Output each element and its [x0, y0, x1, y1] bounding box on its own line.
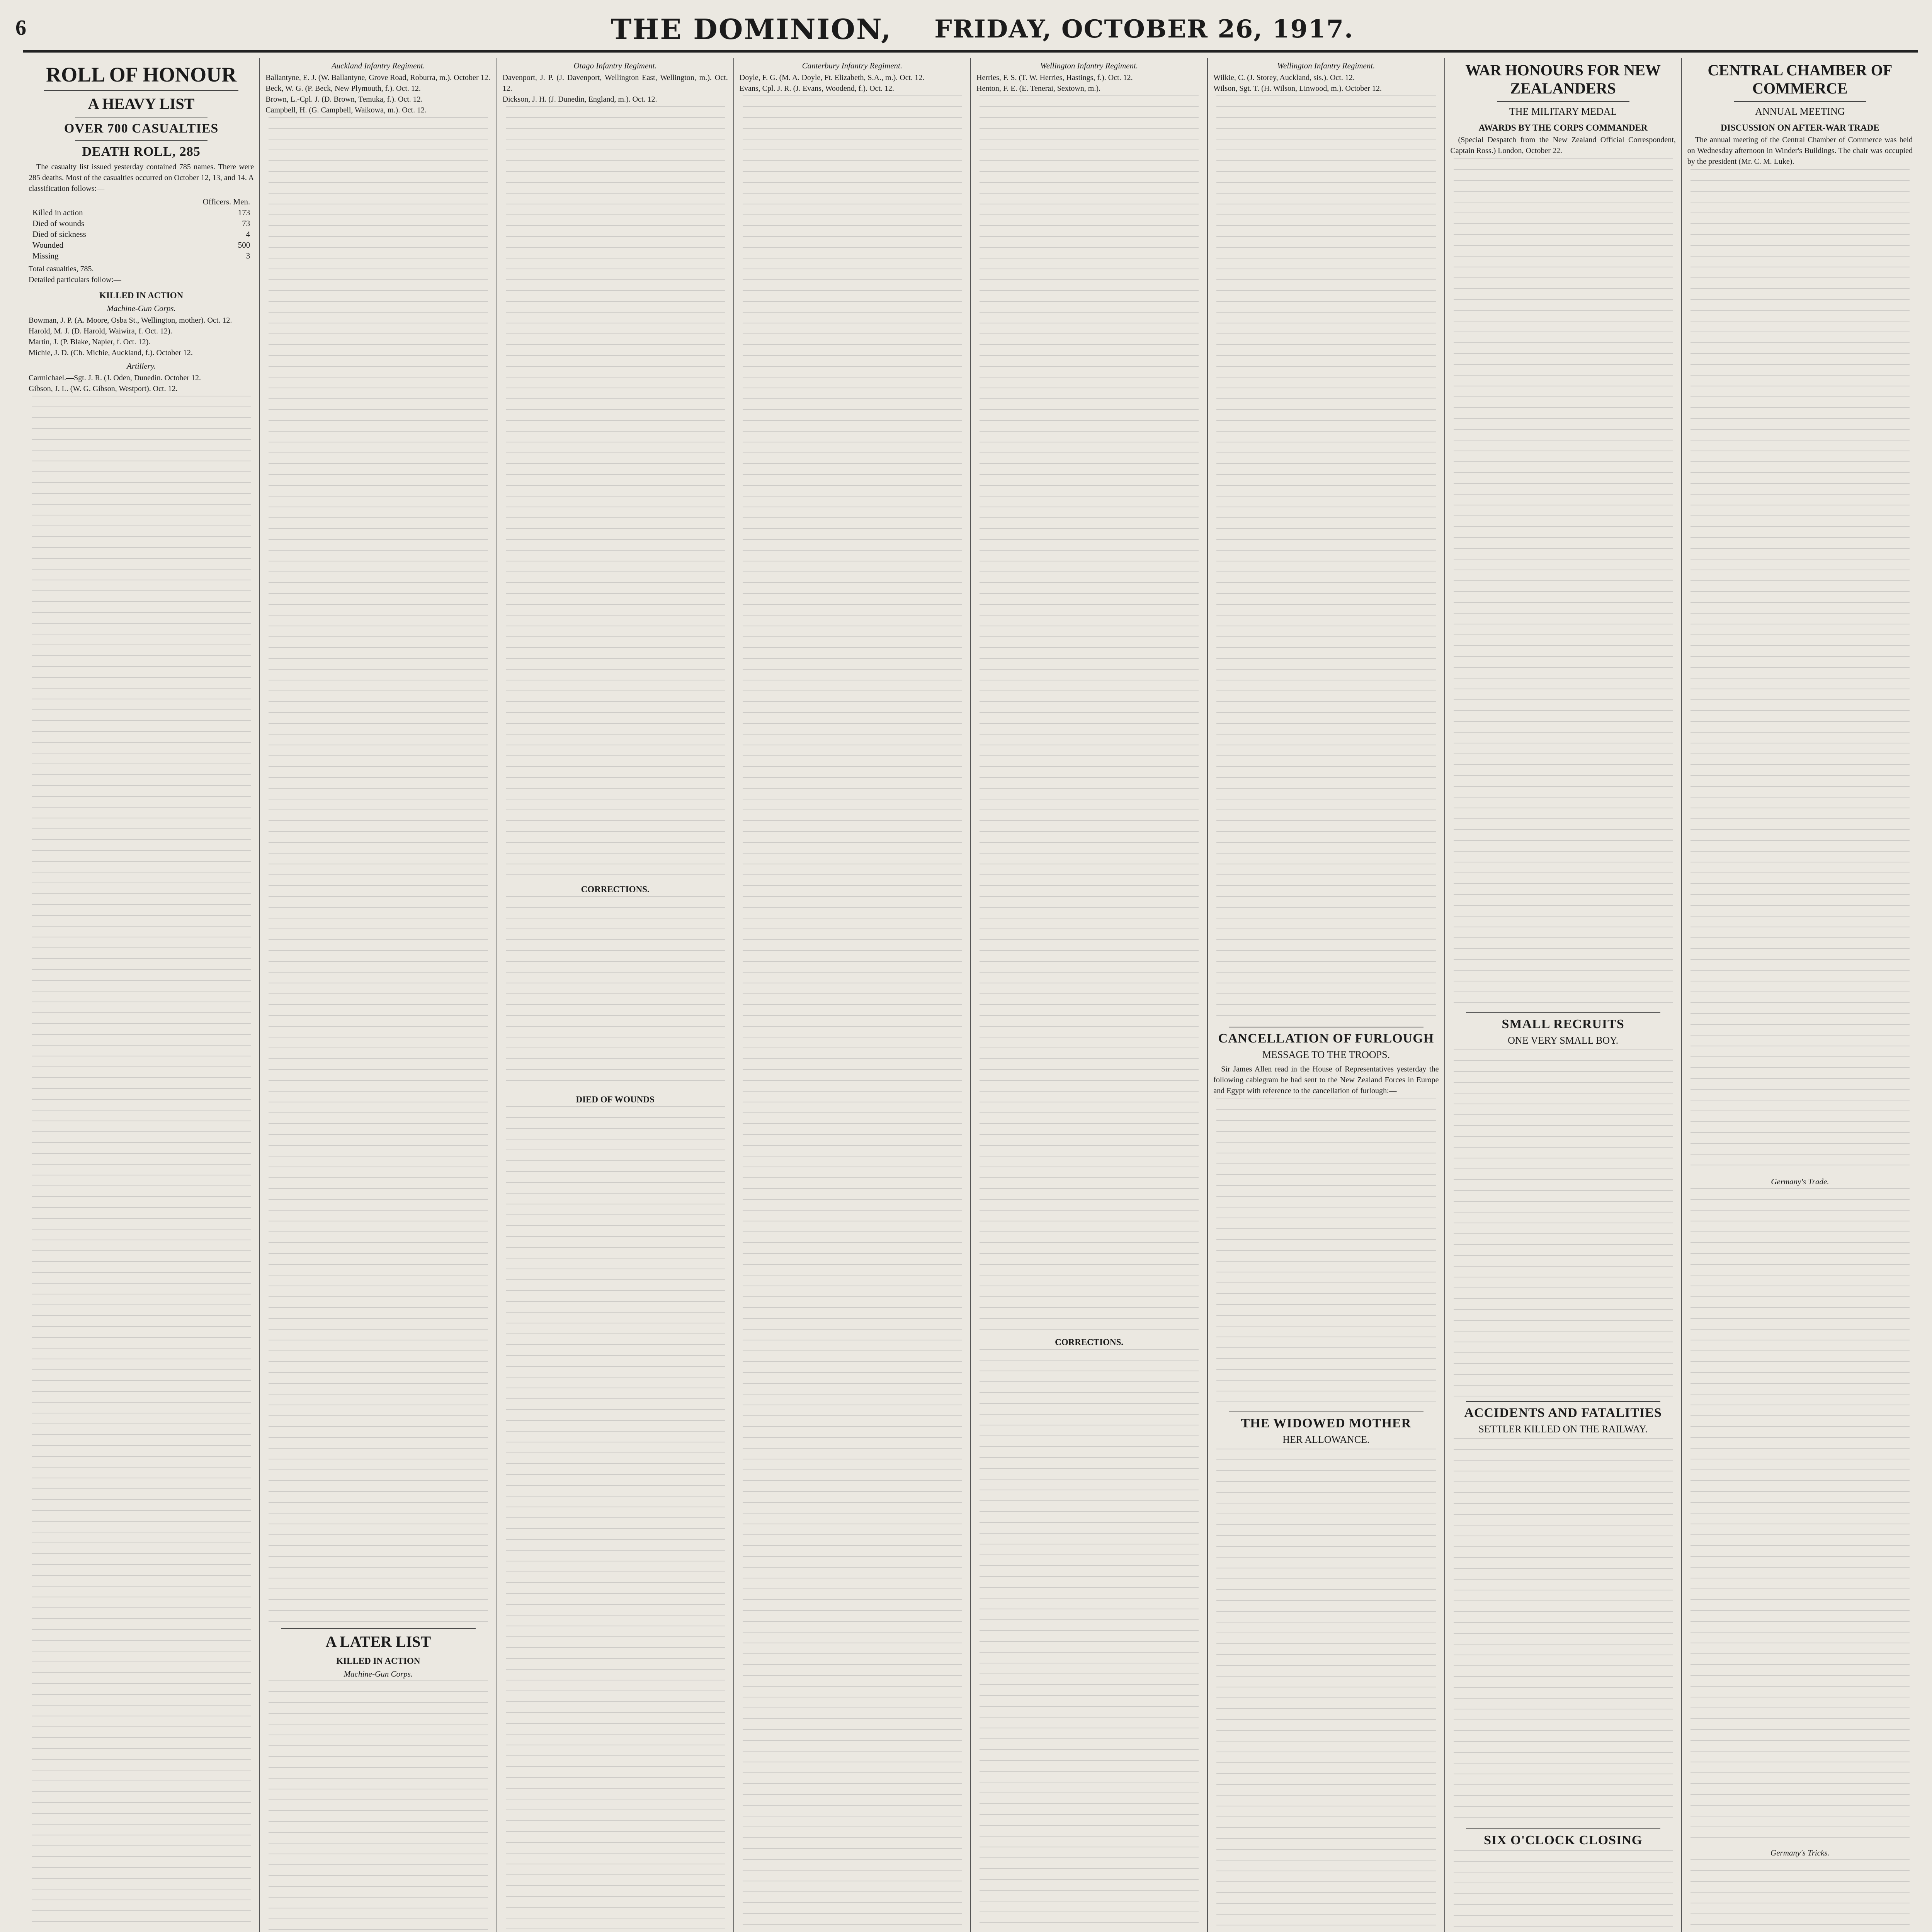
text-body-block	[269, 117, 488, 1624]
text-body-block	[1216, 95, 1435, 1023]
text-body-block	[1216, 1099, 1435, 1408]
column-6	[1208, 58, 1445, 1932]
text-body-block	[1216, 1449, 1435, 1932]
heavy-list-heading: A HEAVY LIST	[88, 95, 195, 113]
text-body-block	[1690, 1188, 1910, 1845]
section-heading: Artillery.	[127, 361, 156, 371]
text-body-block	[1454, 1438, 1673, 1825]
widowed-title: THE WIDOWED MOTHER	[1241, 1416, 1412, 1430]
war-honours-title: WAR HONOURS FOR NEW ZEALANDERS	[1465, 61, 1661, 97]
death-roll-heading: DEATH ROLL, 285	[82, 145, 201, 159]
casualty-table	[32, 196, 250, 261]
section-heading: Canterbury Infantry Regiment.	[802, 61, 903, 70]
list-item: Henton, F. E. (E. Tenerai, Sextown, m.).	[976, 84, 1101, 93]
text-body-block	[506, 896, 725, 1089]
widowed-subtitle: HER ALLOWANCE.	[1282, 1434, 1370, 1445]
awards-heading: AWARDS BY THE CORPS COMMANDER	[1478, 123, 1648, 133]
column-8	[1682, 58, 1918, 1932]
list-item: Beck, W. G. (P. Beck, New Plymouth, f.). Oct. 12.	[265, 84, 421, 93]
intro-text: The casualty list issued yesterday contained 785 names. There were 285 deaths. Most of the casualties occurred on October 12, 13, and 14. A classification follows:—	[29, 163, 254, 193]
divider	[75, 140, 207, 141]
six-oclock-title: SIX O'CLOCK CLOSING	[1484, 1833, 1643, 1847]
small-recruits-subtitle: ONE VERY SMALL BOY.	[1508, 1035, 1619, 1046]
chamber-title: CENTRAL CHAMBER OF COMMERCE	[1708, 61, 1893, 97]
list-item: Herries, F. S. (T. W. Herries, Hastings, f.). Oct. 12.	[976, 73, 1133, 82]
chamber-body: The annual meeting of the Central Chamber of Commerce was held on Wednesday afternoon in Winder's Buildings. The chair was occupied by the president (Mr. C. M. Luke).	[1687, 136, 1913, 166]
column-3	[497, 58, 734, 1932]
divider	[44, 90, 238, 91]
text-body-block	[980, 95, 1199, 1332]
table-row: Died of wounds 73	[32, 219, 250, 228]
annual-meeting-subtitle: ANNUAL MEETING	[1755, 106, 1845, 117]
divider	[1497, 101, 1629, 102]
list-item: Bowman, J. P. (A. Moore, Osba St., Wellington, mother). Oct. 12.	[29, 316, 232, 325]
corrections-heading: CORRECTIONS.	[581, 884, 650, 894]
list-item: Campbell, H. (G. Campbell, Waikowa, m.). Oct. 12.	[265, 106, 427, 114]
divider	[1466, 1828, 1660, 1829]
furlough-subtitle: MESSAGE TO THE TROOPS.	[1262, 1049, 1390, 1060]
later-list-heading: A LATER LIST	[325, 1633, 431, 1650]
war-honours-intro: (Special Despatch from the New Zealand Official Correspondent, Captain Ross.) London, October 22.	[1450, 136, 1676, 155]
list-item: Evans, Cpl. J. R. (J. Evans, Woodend, f.). Oct. 12.	[739, 84, 894, 93]
total-casualties: Total casualties, 785.	[29, 265, 94, 274]
columns	[23, 58, 1918, 1932]
masthead	[46, 12, 1918, 46]
list-item: Gibson, J. L. (W. G. Gibson, Westport). Oct. 12.	[29, 384, 178, 393]
list-item: Dickson, J. H. (J. Dunedin, England, m.). Oct. 12.	[502, 95, 657, 104]
divider	[1734, 101, 1866, 102]
text-body-block	[32, 396, 251, 1932]
column-5	[971, 58, 1208, 1932]
list-item: Brown, L.-Cpl. J. (D. Brown, Temuka, f.). Oct. 12.	[265, 95, 423, 104]
section-heading: Machine-Gun Corps.	[107, 304, 176, 313]
text-body-block	[1690, 1859, 1910, 1932]
small-recruits-title: SMALL RECRUITS	[1502, 1017, 1624, 1031]
column-1	[23, 58, 260, 1932]
table-row: Wounded 500	[32, 240, 250, 250]
after-war-trade-heading: DISCUSSION ON AFTER-WAR TRADE	[1721, 123, 1879, 133]
section-heading: Otago Infantry Regiment.	[573, 61, 657, 70]
text-body-block	[1454, 1850, 1673, 1932]
masthead-title: THE DOMINION,	[611, 12, 892, 46]
table-row: Died of sickness 4	[32, 230, 250, 239]
table-row: Killed in action 173	[32, 208, 250, 218]
list-item: Carmichael.—Sgt. J. R. (J. Oden, Dunedin. October 12.	[29, 374, 201, 383]
text-body-block	[980, 1349, 1199, 1932]
roll-title: ROLL OF HONOUR	[46, 63, 237, 86]
column-4	[734, 58, 971, 1932]
list-item: Doyle, F. G. (M. A. Doyle, Ft. Elizabeth, S.A., m.). Oct. 12.	[739, 73, 925, 82]
later-killed-heading: KILLED IN ACTION	[336, 1656, 420, 1666]
list-item: Ballantyne, E. J. (W. Ballantyne, Grove Road, Roburra, m.). October 12.	[265, 73, 490, 82]
germanys-trade-heading: Germany's Trade.	[1771, 1177, 1829, 1186]
military-medal-subtitle: THE MILITARY MEDAL	[1509, 106, 1617, 117]
section-heading: Wellington Infantry Regiment.	[1040, 61, 1138, 70]
table-header: Officers. Men.	[202, 197, 250, 207]
furlough-body: Sir James Allen read in the House of Representatives yesterday the following cablegram he had sent to the New Zealand Forces in Europe and Egypt with reference to the cancellation of furlough:—	[1213, 1065, 1439, 1095]
section-heading: Auckland Infantry Regiment.	[331, 61, 425, 70]
germanys-tricks-heading: Germany's Tricks.	[1770, 1848, 1830, 1857]
list-item: Martin, J. (P. Blake, Napier, f. Oct. 12).	[29, 338, 151, 347]
accidents-subtitle: SETTLER KILLED ON THE RAILWAY.	[1478, 1423, 1648, 1435]
detailed-note: Detailed particulars follow:—	[29, 276, 121, 284]
text-body-block	[1454, 158, 1673, 1009]
masthead-rule	[23, 50, 1918, 53]
page-number: 6	[15, 16, 26, 40]
accidents-title: ACCIDENTS AND FATALITIES	[1464, 1406, 1662, 1420]
corrections-heading: CORRECTIONS.	[1055, 1337, 1124, 1347]
list-item: Wilkie, C. (J. Storey, Auckland, sis.). Oct. 12.	[1213, 73, 1355, 82]
divider	[1466, 1401, 1660, 1402]
column-7	[1445, 58, 1682, 1932]
list-item: Wilson, Sgt. T. (H. Wilson, Linwood, m.). October 12.	[1213, 84, 1382, 93]
killed-heading: KILLED IN ACTION	[99, 291, 184, 301]
divider	[1466, 1012, 1660, 1013]
furlough-title: CANCELLATION OF FURLOUGH	[1218, 1031, 1434, 1046]
list-item: Harold, M. J. (D. Harold, Waiwira, f. Oct. 12).	[29, 327, 172, 336]
casualties-heading: OVER 700 CASUALTIES	[64, 121, 219, 136]
column-2	[260, 58, 497, 1932]
text-body-block	[1454, 1049, 1673, 1397]
list-item: Davenport, J. P. (J. Davenport, Wellington East, Wellington, m.). Oct. 12.	[502, 73, 728, 93]
section-heading: Wellington Infantry Regiment.	[1277, 61, 1375, 70]
masthead-date: FRIDAY, OCTOBER 26, 1917.	[934, 14, 1354, 44]
text-body-block	[743, 95, 962, 1932]
text-body-block	[1690, 169, 1910, 1174]
divider	[281, 1628, 475, 1629]
list-item: Michie, J. D. (Ch. Michie, Auckland, f.). October 12.	[29, 349, 193, 357]
table-row: Missing 3	[32, 251, 250, 261]
text-body-block	[506, 1106, 725, 1932]
section-heading: Machine-Gun Corps.	[344, 1669, 413, 1679]
text-body-block	[506, 106, 725, 879]
died-of-wounds-heading: DIED OF WOUNDS	[576, 1095, 655, 1104]
text-body-block	[269, 1680, 488, 1932]
